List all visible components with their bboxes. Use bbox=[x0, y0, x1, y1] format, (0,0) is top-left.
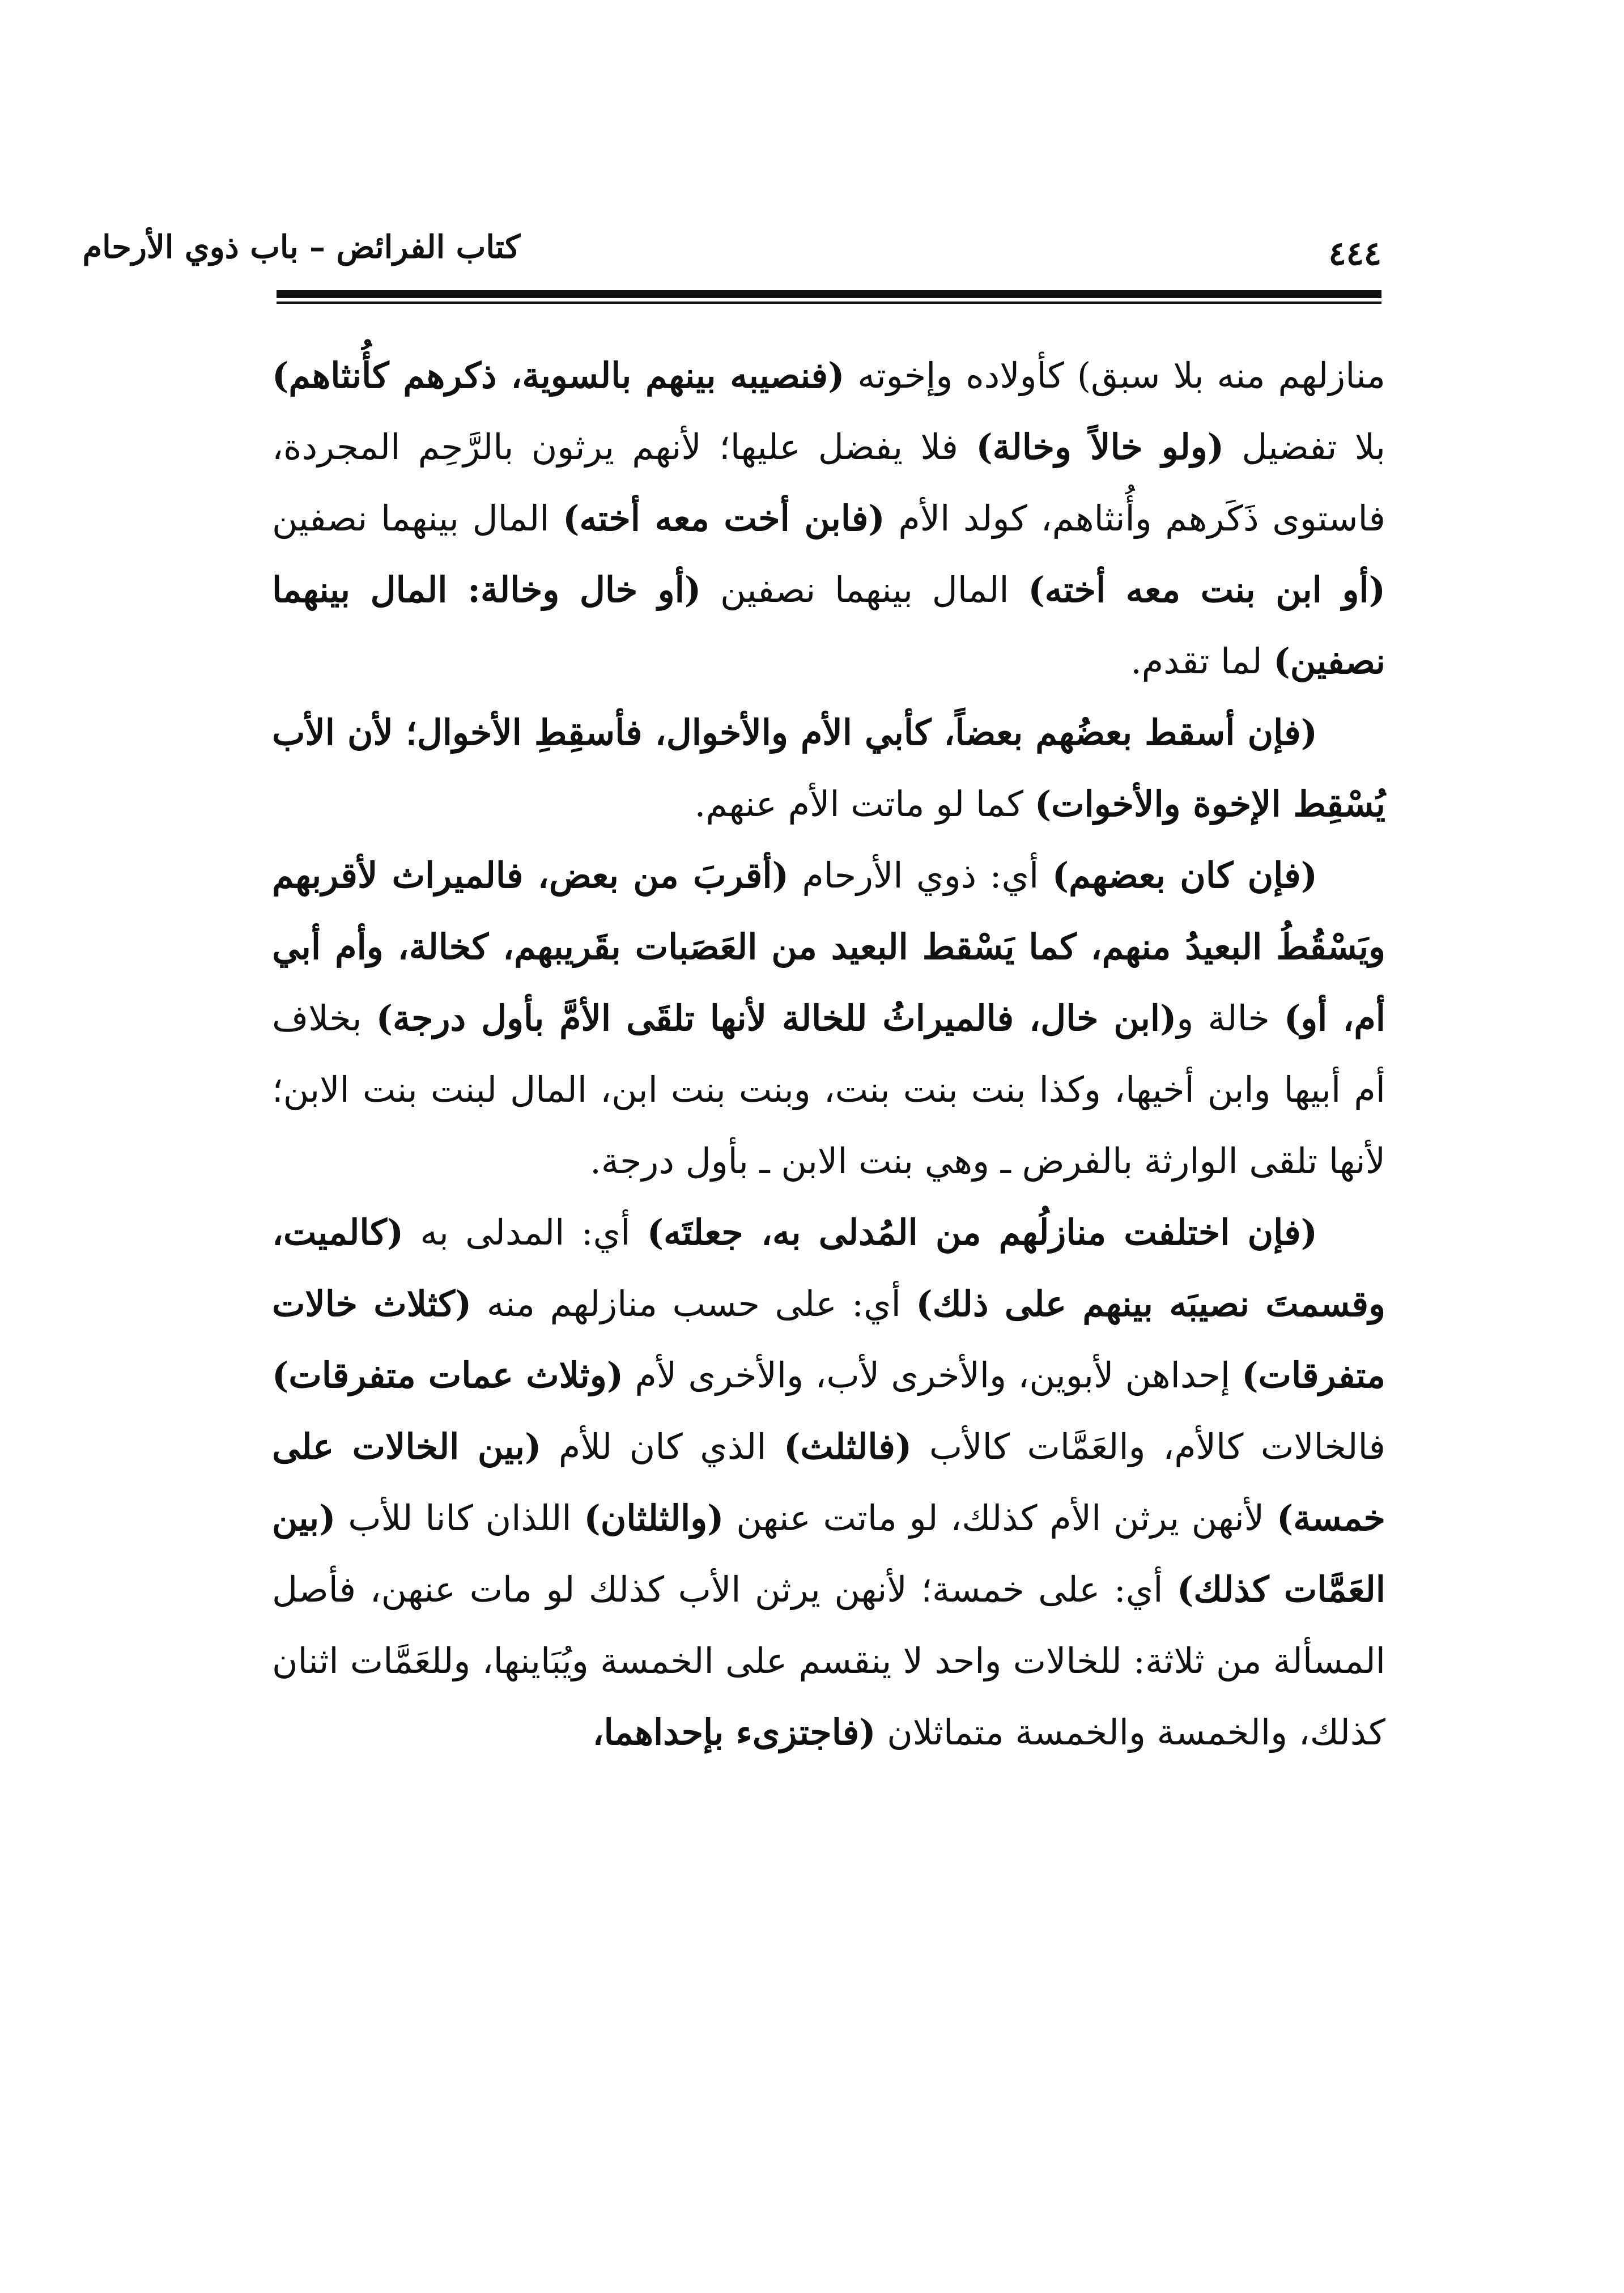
paragraph bbox=[272, 697, 1385, 840]
matn-text-segment: (فالثلث) bbox=[784, 1426, 912, 1467]
sharh-text-segment: كما لو ماتت الأم عنهم. bbox=[694, 783, 1035, 825]
sharh-text-segment: إحداهن لأبوين، والأخرى لأب، والأخرى لأم bbox=[623, 1354, 1242, 1396]
sharh-text-segment: لأنهن يرثن الأم كذلك، لو ماتت عنهن bbox=[724, 1497, 1277, 1539]
matn-text-segment: (بين العَمَّات كذلك) bbox=[272, 1497, 1385, 1610]
paragraph bbox=[272, 340, 1385, 697]
sharh-text-segment: فلا يفضل عليها؛ لأنهم يرثون بالرَّحِم المجردة، فاستوى ذَكَرهم وأُنثاهم، كولد الأم bbox=[272, 426, 1385, 539]
matn-text-segment: (فإن أسقط بعضُهم بعضاً، كأبي الأم والأخوال، فأسقِطِ الأخوال؛ لأن الأب يُسْقِط الإخوة والأخوات) bbox=[272, 712, 1385, 825]
page-number: ٤٤٤ bbox=[1328, 234, 1381, 273]
matn-text-segment: (بين الخالات على خمسة) bbox=[272, 1426, 1385, 1539]
matn-text-segment: (فنصيبه بينهم بالسوية، ذكرهم كأُنثاهم) bbox=[272, 355, 845, 396]
header-rule-thin bbox=[277, 302, 1381, 304]
matn-text-segment: (والثلثان) bbox=[584, 1497, 724, 1539]
running-header bbox=[82, 224, 1381, 281]
matn-text-segment: (فإن اختلفت منازلُهم من المُدلى به، جعلتَه) bbox=[647, 1212, 1318, 1253]
sharh-text-segment: أي: على خمسة؛ لأنهن يرثن الأب كذلك لو مات عنهن، فأصل المسألة من ثلاثة: للخالات واحد لا ينقسم على الخمسة ويُبَاينها، وللعَمَّات اثنان كذلك، والخمسة والخمسة متماثلان bbox=[272, 1569, 1385, 1753]
body-text bbox=[272, 340, 1385, 1768]
sharh-text-segment: أي: على حسب منازلهم منه bbox=[471, 1283, 916, 1324]
matn-text-segment: (فاجتزىء بإحداهما، bbox=[592, 1712, 876, 1753]
header-title: كتاب الفرائض – باب ذوي الأرحام bbox=[82, 228, 520, 266]
sharh-text-segment: المال بينهما نصفين bbox=[701, 569, 1028, 610]
matn-text-segment: (ولو خالاً وخالة) bbox=[976, 426, 1225, 468]
matn-text-segment: (وثلاث عمات متفرقات) bbox=[272, 1354, 624, 1396]
sharh-text-segment: فالخالات كالأم، والعَمَّات كالأب bbox=[912, 1426, 1385, 1467]
matn-text-segment: (أو ابن بنت معه أخته) bbox=[1028, 569, 1385, 610]
header-rule-thick bbox=[277, 290, 1381, 298]
sharh-text-segment: منازلهم منه بلا سبق) كأولاده وإخوته bbox=[844, 355, 1385, 396]
matn-text-segment: (كثلاث خالات متفرقات) bbox=[272, 1283, 1385, 1396]
sharh-text-segment: بلا تفضيل bbox=[1224, 426, 1385, 468]
paragraph bbox=[272, 1197, 1385, 1768]
matn-text-segment: (فابن أخت معه أخته) bbox=[563, 498, 885, 539]
sharh-text-segment: خالة و bbox=[1176, 997, 1284, 1039]
sharh-text-segment: لما تقدم. bbox=[1130, 640, 1274, 682]
sharh-text-segment: المال بينهما نصفين bbox=[272, 498, 563, 539]
matn-text-segment: (كالميت، وقسمتَ نصيبَه بينهم على ذلك) bbox=[272, 1212, 1385, 1324]
sharh-text-segment: اللذان كانا للأب bbox=[335, 1497, 584, 1539]
sharh-text-segment: الذي كان للأم bbox=[541, 1426, 784, 1467]
matn-text-segment: (أقربَ من بعض، فالميراث لأقربهم ويَسْقُطُ البعيدُ منهم، كما يَسْقط البعيد من العَصَبات بقَريبهم، كخالة، وأم أبي أم، أو) bbox=[272, 855, 1385, 1039]
paragraph bbox=[272, 840, 1385, 1197]
sharh-text-segment: أي: ذوي الأرحام bbox=[788, 855, 1052, 896]
sharh-text-segment: أي: المدلى به bbox=[403, 1212, 647, 1253]
matn-text-segment: (أو خال وخالة: المال بينهما نصفين) bbox=[272, 569, 1385, 682]
matn-text-segment: (ابن خال، فالميراثُ للخالة لأنها تلقَى الأمَّ بأول درجة) bbox=[376, 997, 1177, 1039]
matn-text-segment: (فإن كان بعضهم) bbox=[1052, 855, 1317, 896]
sharh-text-segment: بخلاف أم أبيها وابن أخيها، وكذا بنت بنت بنت، وبنت بنت ابن، المال لبنت بنت الابن؛ لأنها تلقى الوارثة بالفرض ـ وهي بنت الابن ـ بأول درجة. bbox=[272, 997, 1385, 1182]
